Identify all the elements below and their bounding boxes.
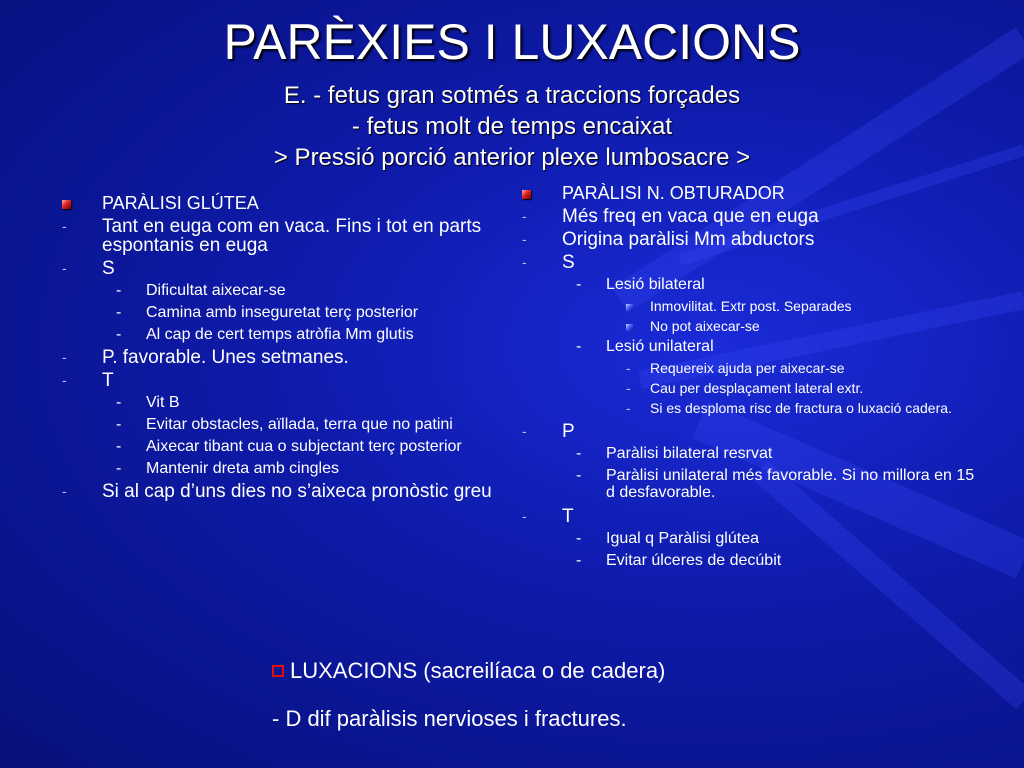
list-item <box>518 422 978 441</box>
section-heading <box>518 184 978 203</box>
dash-bullet-icon: - <box>522 231 527 247</box>
list-item <box>518 318 978 334</box>
dash-bullet-icon: - <box>576 445 582 462</box>
dash-bullet-icon: - <box>62 372 67 388</box>
list-item-text: Mantenir dreta amb cingles <box>146 460 339 477</box>
list-item-text: Requereix ajuda per aixecar-se <box>650 360 845 376</box>
list-item <box>518 507 978 526</box>
list-item-text: Origina paràlisi Mm abductors <box>562 229 815 250</box>
list-item-text: Si es desploma risc de fractura o luxació cadera. <box>650 400 952 416</box>
dash-bullet-icon: - <box>522 508 527 524</box>
dash-bullet-icon: - <box>62 218 67 234</box>
list-item <box>58 416 498 433</box>
list-item <box>518 467 978 501</box>
blue-square-bullet-icon <box>626 298 633 314</box>
list-item-text: Vit B <box>146 394 180 411</box>
list-item <box>58 460 498 477</box>
subtitle-line: - fetus molt de temps encaixat <box>351 113 673 140</box>
list-item-text: Camina amb inseguretat terç posterior <box>146 304 419 321</box>
red-square-bullet-icon <box>522 184 531 203</box>
list-item-text: Aixecar tibant cua o subjectant terç posterior <box>146 438 462 455</box>
list-item <box>518 552 978 569</box>
list-item-text: Si al cap d’uns dies no s’aixeca pronòstic greu <box>102 481 492 502</box>
heading-text: PARÀLISI GLÚTEA <box>102 193 259 213</box>
dash-bullet-icon: - <box>626 400 631 416</box>
dash-bullet-icon: - <box>62 260 67 276</box>
dash-bullet-icon: - <box>522 208 527 224</box>
dash-bullet-icon: - <box>522 254 527 270</box>
list-item <box>518 253 978 272</box>
list-item <box>58 259 498 278</box>
list-item <box>518 207 978 226</box>
list-item-text: No pot aixecar-se <box>650 318 760 334</box>
list-item <box>518 230 978 249</box>
dash-bullet-icon: - <box>576 338 582 355</box>
list-item-text: Tant en euga com en vaca. Fins i tot en parts espontanis en euga <box>102 216 482 256</box>
subtitle-line: E. - fetus gran sotmés a traccions forçades <box>283 82 741 109</box>
slide-subtitle <box>0 80 1024 173</box>
differential-note: - D dif paràlisis nervioses i fractures. <box>272 706 627 731</box>
list-item-text: Al cap de cert temps atròfia Mm glutis <box>146 326 414 343</box>
list-item <box>518 445 978 462</box>
slide-title: PARÈXIES I LUXACIONS <box>223 14 801 70</box>
dash-bullet-icon: - <box>626 380 631 396</box>
dash-bullet-icon: - <box>116 438 122 455</box>
left-column <box>58 194 498 505</box>
dash-bullet-icon: - <box>116 282 122 299</box>
list-item-text: Lesió bilateral <box>606 276 705 293</box>
dash-bullet-icon: - <box>116 460 122 477</box>
dash-bullet-icon: - <box>576 530 582 547</box>
list-item <box>58 348 498 367</box>
section-heading <box>58 194 498 213</box>
list-item <box>518 400 978 416</box>
list-item-text: Més freq en vaca que en euga <box>562 206 819 227</box>
list-item <box>58 304 498 321</box>
dash-bullet-icon: - <box>116 416 122 433</box>
list-item <box>58 326 498 343</box>
list-item <box>58 482 498 501</box>
dash-bullet-icon: - <box>576 276 582 293</box>
list-item-text: Paràlisi unilateral més favorable. Si no millora en 15 d desfavorable. <box>606 467 975 501</box>
list-item <box>58 371 498 390</box>
list-item <box>518 298 978 314</box>
list-item <box>58 438 498 455</box>
list-item-text: Evitar úlceres de decúbit <box>606 552 782 569</box>
list-item <box>518 380 978 396</box>
luxacions-text: LUXACIONS (sacreilíaca o de cadera) <box>290 658 666 683</box>
list-item-text: Evitar obstacles, aïllada, terra que no patini <box>146 416 453 433</box>
list-item-text: Igual q Paràlisi glútea <box>606 530 759 547</box>
subtitle-line: > Pressió porció anterior plexe lumbosacre > <box>273 144 751 171</box>
dash-bullet-icon: - <box>576 467 582 484</box>
dash-bullet-icon: - <box>626 360 631 376</box>
list-item-text: Dificultat aixecar-se <box>146 282 286 299</box>
red-square-bullet-icon <box>62 194 71 213</box>
dash-bullet-icon: - <box>522 423 527 439</box>
list-item <box>518 360 978 376</box>
list-item-text: Inmovilitat. Extr post. Separades <box>650 298 852 314</box>
dash-bullet-icon: - <box>62 483 67 499</box>
list-item-text: T <box>562 506 574 527</box>
dash-bullet-icon: - <box>116 394 122 411</box>
dash-bullet-icon: - <box>62 349 67 365</box>
list-item <box>58 282 498 299</box>
hollow-square-bullet-icon <box>272 665 284 677</box>
list-item-text: T <box>102 370 114 391</box>
list-item <box>518 276 978 293</box>
luxacions-line <box>272 658 665 684</box>
list-item-text: Paràlisi bilateral resrvat <box>606 445 773 462</box>
list-item-text: P. favorable. Unes setmanes. <box>102 347 349 368</box>
list-item <box>58 394 498 411</box>
list-item-text: S <box>562 252 575 273</box>
right-column <box>518 184 978 574</box>
list-item-text: Cau per desplaçament lateral extr. <box>650 380 864 396</box>
list-item-text: Lesió unilateral <box>606 338 714 355</box>
list-item <box>518 530 978 547</box>
list-item <box>58 217 498 255</box>
dash-bullet-icon: - <box>116 304 122 321</box>
heading-text: PARÀLISI N. OBTURADOR <box>562 183 785 203</box>
list-item-text: S <box>102 258 115 279</box>
dash-bullet-icon: - <box>116 326 122 343</box>
dash-bullet-icon: - <box>576 552 582 569</box>
list-item <box>518 338 978 355</box>
list-item-text: P <box>562 421 575 442</box>
blue-square-bullet-icon <box>626 318 633 334</box>
